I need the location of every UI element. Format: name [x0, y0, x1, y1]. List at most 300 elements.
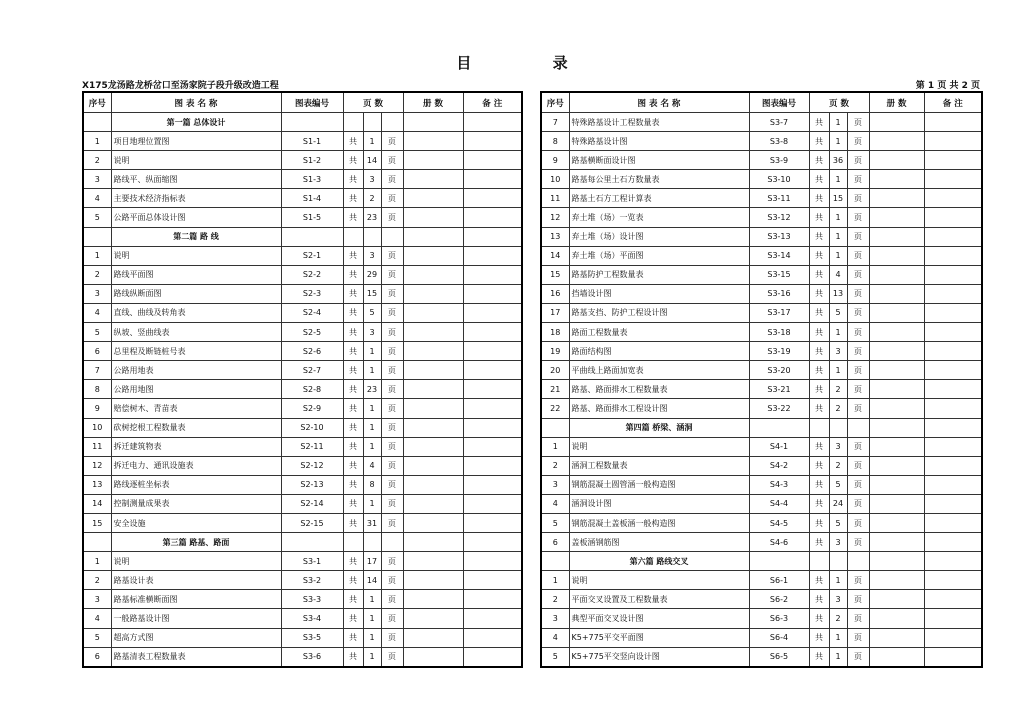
- ye-cell: 页: [847, 170, 869, 189]
- page-count: 3: [829, 533, 847, 552]
- volume-cell: [403, 456, 463, 475]
- page-count: 31: [363, 513, 381, 532]
- remark-cell: [924, 609, 982, 628]
- drawing-name: 钢筋混凝土盖板涵一般构造图: [569, 513, 749, 532]
- table-row: [83, 418, 522, 437]
- code-cell: [749, 552, 809, 571]
- ye-cell: 页: [847, 399, 869, 418]
- volume-cell: [403, 323, 463, 342]
- drawing-code: S3-14: [749, 246, 809, 265]
- page-count: 15: [363, 284, 381, 303]
- volume-cell: [869, 303, 924, 322]
- page-count: 23: [363, 208, 381, 227]
- table-row: [83, 170, 522, 189]
- drawing-name: 公路用地图: [111, 380, 281, 399]
- gong-cell: 共: [343, 552, 363, 571]
- gong-cell: 共: [343, 323, 363, 342]
- header-row: [83, 92, 522, 113]
- drawing-code: S3-10: [749, 170, 809, 189]
- ye-cell: 页: [381, 265, 403, 284]
- drawing-code: S3-16: [749, 284, 809, 303]
- section-row: [541, 552, 982, 571]
- ye-cell: [847, 552, 869, 571]
- volume-cell: [869, 323, 924, 342]
- volume-cell: [403, 227, 463, 246]
- ye-cell: 页: [847, 132, 869, 151]
- volume-cell: [403, 265, 463, 284]
- drawing-code: S3-22: [749, 399, 809, 418]
- ye-cell: 页: [381, 552, 403, 571]
- drawing-code: S3-20: [749, 361, 809, 380]
- drawing-name: 路线平、纵面缩图: [111, 170, 281, 189]
- page-count: 36: [829, 151, 847, 170]
- drawing-code: S3-8: [749, 132, 809, 151]
- ye-cell: 页: [381, 284, 403, 303]
- remark-cell: [463, 533, 522, 552]
- seq-cell: 14: [541, 246, 569, 265]
- remark-cell: [924, 571, 982, 590]
- gong-cell: 共: [343, 437, 363, 456]
- drawing-code: S4-2: [749, 456, 809, 475]
- volume-cell: [403, 342, 463, 361]
- volume-cell: [403, 552, 463, 571]
- ye-cell: [381, 533, 403, 552]
- ye-cell: 页: [381, 571, 403, 590]
- section-title: 第六篇 路线交叉: [569, 552, 749, 571]
- header-pages: 页 数: [809, 92, 869, 113]
- gong-cell: 共: [343, 513, 363, 532]
- table-row: [541, 399, 982, 418]
- section-row: [83, 227, 522, 246]
- seq-cell: [83, 227, 111, 246]
- section-row: [83, 533, 522, 552]
- seq-cell: 22: [541, 399, 569, 418]
- seq-cell: [541, 418, 569, 437]
- volume-cell: [869, 647, 924, 667]
- remark-cell: [924, 437, 982, 456]
- drawing-name: 说明: [111, 246, 281, 265]
- page-count: 2: [829, 399, 847, 418]
- drawing-code: S2-7: [281, 361, 343, 380]
- drawing-code: S3-1: [281, 552, 343, 571]
- gong-cell: 共: [343, 189, 363, 208]
- seq-cell: 1: [83, 552, 111, 571]
- remark-cell: [924, 227, 982, 246]
- volume-cell: [403, 513, 463, 532]
- ye-cell: 页: [847, 246, 869, 265]
- seq-cell: 12: [541, 208, 569, 227]
- page-count: 1: [363, 418, 381, 437]
- page-count: 5: [363, 303, 381, 322]
- drawing-name: 路面结构图: [569, 342, 749, 361]
- volume-cell: [869, 533, 924, 552]
- drawing-name: 总里程及断链桩号表: [111, 342, 281, 361]
- seq-cell: 1: [541, 437, 569, 456]
- volume-cell: [403, 571, 463, 590]
- drawing-code: S2-14: [281, 494, 343, 513]
- ye-cell: 页: [381, 456, 403, 475]
- remark-cell: [924, 151, 982, 170]
- seq-cell: 15: [83, 513, 111, 532]
- gong-cell: 共: [809, 132, 829, 151]
- volume-cell: [403, 113, 463, 132]
- volume-cell: [869, 571, 924, 590]
- table-row: [83, 284, 522, 303]
- seq-cell: 3: [83, 590, 111, 609]
- table-row: [541, 437, 982, 456]
- table-row: [83, 151, 522, 170]
- volume-cell: [869, 513, 924, 532]
- ye-cell: 页: [381, 437, 403, 456]
- gong-cell: 共: [343, 647, 363, 667]
- table-row: [541, 647, 982, 667]
- remark-cell: [924, 380, 982, 399]
- gong-cell: 共: [809, 208, 829, 227]
- section-title: 第四篇 桥梁、涵洞: [569, 418, 749, 437]
- gong-cell: 共: [809, 513, 829, 532]
- seq-cell: 13: [541, 227, 569, 246]
- ye-cell: 页: [847, 342, 869, 361]
- remark-cell: [463, 361, 522, 380]
- page-count: 5: [829, 475, 847, 494]
- page-title: 目 录: [456, 54, 606, 72]
- gong-cell: 共: [343, 284, 363, 303]
- drawing-name: 路基标准横断面图: [111, 590, 281, 609]
- remark-cell: [924, 189, 982, 208]
- ye-cell: [381, 113, 403, 132]
- drawing-code: S3-5: [281, 628, 343, 647]
- page-count: 29: [363, 265, 381, 284]
- gong-cell: 共: [809, 342, 829, 361]
- table-row: [83, 456, 522, 475]
- seq-cell: 7: [83, 361, 111, 380]
- drawing-code: S3-11: [749, 189, 809, 208]
- remark-cell: [463, 552, 522, 571]
- page-count: 1: [829, 113, 847, 132]
- volume-cell: [869, 170, 924, 189]
- gong-cell: 共: [343, 628, 363, 647]
- gong-cell: 共: [809, 246, 829, 265]
- gong-cell: 共: [343, 342, 363, 361]
- page-count: 4: [363, 456, 381, 475]
- table-row: [541, 189, 982, 208]
- volume-cell: [869, 208, 924, 227]
- contents-table-left: [82, 91, 523, 668]
- ye-cell: 页: [847, 361, 869, 380]
- drawing-name: 说明: [111, 552, 281, 571]
- ye-cell: 页: [381, 380, 403, 399]
- remark-cell: [924, 342, 982, 361]
- drawing-name: 特殊路基设计工程数量表: [569, 113, 749, 132]
- table-row: [541, 609, 982, 628]
- remark-cell: [924, 628, 982, 647]
- ye-cell: 页: [847, 456, 869, 475]
- volume-cell: [869, 418, 924, 437]
- gong-cell: 共: [343, 208, 363, 227]
- remark-cell: [463, 380, 522, 399]
- gong-cell: 共: [343, 571, 363, 590]
- table-row: [541, 303, 982, 322]
- drawing-name: 路基横断面设计图: [569, 151, 749, 170]
- gong-cell: 共: [343, 456, 363, 475]
- seq-cell: 4: [83, 609, 111, 628]
- ye-cell: 页: [381, 342, 403, 361]
- seq-cell: 16: [541, 284, 569, 303]
- seq-cell: 2: [83, 265, 111, 284]
- remark-cell: [463, 609, 522, 628]
- table-row: [83, 342, 522, 361]
- ye-cell: 页: [381, 246, 403, 265]
- ye-cell: 页: [381, 628, 403, 647]
- drawing-code: S3-21: [749, 380, 809, 399]
- seq-cell: 11: [83, 437, 111, 456]
- seq-cell: 3: [83, 284, 111, 303]
- volume-cell: [869, 590, 924, 609]
- ye-cell: 页: [847, 265, 869, 284]
- code-cell: [749, 418, 809, 437]
- drawing-code: S4-3: [749, 475, 809, 494]
- seq-cell: 5: [541, 513, 569, 532]
- remark-cell: [924, 590, 982, 609]
- drawing-name: 路线逐桩坐标表: [111, 475, 281, 494]
- drawing-name: 钢筋混凝土圆管涵一般构造图: [569, 475, 749, 494]
- drawing-name: 路线平面图: [111, 265, 281, 284]
- page-count: 5: [829, 303, 847, 322]
- remark-cell: [463, 628, 522, 647]
- page-count: 3: [829, 342, 847, 361]
- drawing-code: S2-11: [281, 437, 343, 456]
- page-count: 4: [829, 265, 847, 284]
- page-count: 1: [829, 132, 847, 151]
- table-row: [83, 647, 522, 667]
- volume-cell: [403, 609, 463, 628]
- page-count: 1: [363, 647, 381, 667]
- seq-cell: [83, 533, 111, 552]
- ye-cell: 页: [847, 571, 869, 590]
- seq-cell: 9: [83, 399, 111, 418]
- drawing-code: S6-2: [749, 590, 809, 609]
- remark-cell: [463, 151, 522, 170]
- volume-cell: [869, 399, 924, 418]
- drawing-code: S2-9: [281, 399, 343, 418]
- volume-cell: [869, 552, 924, 571]
- drawing-name: 路基、路面排水工程设计图: [569, 399, 749, 418]
- remark-cell: [924, 208, 982, 227]
- volume-cell: [869, 284, 924, 303]
- volume-cell: [403, 533, 463, 552]
- drawing-name: 拆迁建筑物表: [111, 437, 281, 456]
- ye-cell: [847, 418, 869, 437]
- volume-cell: [403, 494, 463, 513]
- drawing-name: 弃土堆（场）平面图: [569, 246, 749, 265]
- gong-cell: 共: [809, 437, 829, 456]
- remark-cell: [924, 170, 982, 189]
- header-seq: 序号: [541, 92, 569, 113]
- drawing-name: 直线、曲线及转角表: [111, 303, 281, 322]
- drawing-code: S3-13: [749, 227, 809, 246]
- drawing-code: S1-5: [281, 208, 343, 227]
- table-row: [541, 227, 982, 246]
- seq-cell: 18: [541, 323, 569, 342]
- remark-cell: [463, 647, 522, 667]
- ye-cell: 页: [847, 533, 869, 552]
- table-row: [83, 323, 522, 342]
- header-remark: 备 注: [924, 92, 982, 113]
- ye-cell: 页: [847, 113, 869, 132]
- page-count: 14: [363, 571, 381, 590]
- gong-cell: 共: [809, 189, 829, 208]
- seq-cell: 10: [83, 418, 111, 437]
- page-count: 15: [829, 189, 847, 208]
- seq-cell: 6: [83, 647, 111, 667]
- code-cell: [281, 227, 343, 246]
- header-name: 图 表 名 称: [111, 92, 281, 113]
- seq-cell: 7: [541, 113, 569, 132]
- drawing-code: S2-8: [281, 380, 343, 399]
- drawing-code: S6-5: [749, 647, 809, 667]
- page-count: 13: [829, 284, 847, 303]
- gong-cell: 共: [343, 609, 363, 628]
- page-count: 1: [363, 342, 381, 361]
- page-count: 1: [829, 647, 847, 667]
- drawing-code: S1-1: [281, 132, 343, 151]
- gong-cell: 共: [343, 170, 363, 189]
- volume-cell: [403, 590, 463, 609]
- page-count: 1: [829, 361, 847, 380]
- seq-cell: 12: [83, 456, 111, 475]
- header-name: 图 表 名 称: [569, 92, 749, 113]
- table-row: [541, 533, 982, 552]
- table-row: [83, 571, 522, 590]
- gong-cell: [343, 113, 363, 132]
- seq-cell: 2: [83, 151, 111, 170]
- volume-cell: [869, 342, 924, 361]
- gong-cell: 共: [809, 533, 829, 552]
- remark-cell: [924, 303, 982, 322]
- drawing-code: S2-10: [281, 418, 343, 437]
- drawing-name: 拆迁电力、通讯设施表: [111, 456, 281, 475]
- gong-cell: 共: [343, 151, 363, 170]
- remark-cell: [924, 132, 982, 151]
- drawing-code: S6-4: [749, 628, 809, 647]
- remark-cell: [463, 418, 522, 437]
- drawing-code: S2-1: [281, 246, 343, 265]
- seq-cell: 1: [541, 571, 569, 590]
- drawing-name: 说明: [111, 151, 281, 170]
- gong-cell: 共: [809, 361, 829, 380]
- header-row: [541, 92, 982, 113]
- remark-cell: [463, 303, 522, 322]
- table-row: [541, 380, 982, 399]
- remark-cell: [463, 189, 522, 208]
- remark-cell: [463, 265, 522, 284]
- drawing-code: S4-6: [749, 533, 809, 552]
- drawing-name: 砍树挖根工程数量表: [111, 418, 281, 437]
- gong-cell: 共: [809, 265, 829, 284]
- ye-cell: 页: [381, 513, 403, 532]
- remark-cell: [463, 227, 522, 246]
- seq-cell: 4: [541, 494, 569, 513]
- page-count: 2: [363, 189, 381, 208]
- volume-cell: [869, 609, 924, 628]
- seq-cell: 21: [541, 380, 569, 399]
- project-name: X175龙汤路龙桥岔口至汤家院子段升级改造工程: [82, 81, 279, 91]
- page-count: 3: [829, 590, 847, 609]
- table-row: [83, 246, 522, 265]
- header-pages: 页 数: [343, 92, 403, 113]
- seq-cell: 2: [541, 590, 569, 609]
- remark-cell: [924, 399, 982, 418]
- volume-cell: [403, 437, 463, 456]
- gong-cell: 共: [809, 303, 829, 322]
- gong-cell: 共: [809, 494, 829, 513]
- gong-cell: 共: [343, 590, 363, 609]
- page-count: 2: [829, 456, 847, 475]
- ye-cell: 页: [847, 513, 869, 532]
- section-title: 第一篇 总体设计: [111, 113, 281, 132]
- gong-cell: 共: [809, 151, 829, 170]
- ye-cell: 页: [381, 494, 403, 513]
- remark-cell: [463, 475, 522, 494]
- remark-cell: [463, 456, 522, 475]
- seq-cell: 10: [541, 170, 569, 189]
- gong-cell: 共: [343, 246, 363, 265]
- volume-cell: [403, 303, 463, 322]
- count-cell: [363, 227, 381, 246]
- drawing-name: 路基防护工程数量表: [569, 265, 749, 284]
- header-volume: 册 数: [403, 92, 463, 113]
- gong-cell: [809, 418, 829, 437]
- table-row: [83, 609, 522, 628]
- page-count: 1: [829, 227, 847, 246]
- table-row: [541, 246, 982, 265]
- drawing-name: 纵坡、竖曲线表: [111, 323, 281, 342]
- gong-cell: 共: [809, 113, 829, 132]
- page-indicator: 第 1 页 共 2 页: [915, 81, 980, 91]
- gong-cell: 共: [809, 590, 829, 609]
- volume-cell: [403, 246, 463, 265]
- page-count: 1: [363, 590, 381, 609]
- remark-cell: [924, 284, 982, 303]
- ye-cell: 页: [847, 437, 869, 456]
- gong-cell: 共: [809, 227, 829, 246]
- seq-cell: 20: [541, 361, 569, 380]
- remark-cell: [463, 113, 522, 132]
- drawing-name: 一般路基设计图: [111, 609, 281, 628]
- drawing-code: S2-2: [281, 265, 343, 284]
- page-count: 1: [829, 208, 847, 227]
- drawing-code: S4-4: [749, 494, 809, 513]
- remark-cell: [463, 399, 522, 418]
- ye-cell: 页: [847, 628, 869, 647]
- volume-cell: [869, 456, 924, 475]
- remark-cell: [924, 552, 982, 571]
- page-count: 5: [829, 513, 847, 532]
- remark-cell: [924, 513, 982, 532]
- page-count: 17: [363, 552, 381, 571]
- ye-cell: 页: [847, 227, 869, 246]
- volume-cell: [403, 151, 463, 170]
- volume-cell: [403, 418, 463, 437]
- seq-cell: 2: [83, 571, 111, 590]
- header-code: 图表编号: [749, 92, 809, 113]
- seq-cell: 5: [83, 208, 111, 227]
- ye-cell: 页: [381, 323, 403, 342]
- page-count: 3: [363, 170, 381, 189]
- remark-cell: [924, 323, 982, 342]
- table-row: [541, 456, 982, 475]
- table-row: [541, 590, 982, 609]
